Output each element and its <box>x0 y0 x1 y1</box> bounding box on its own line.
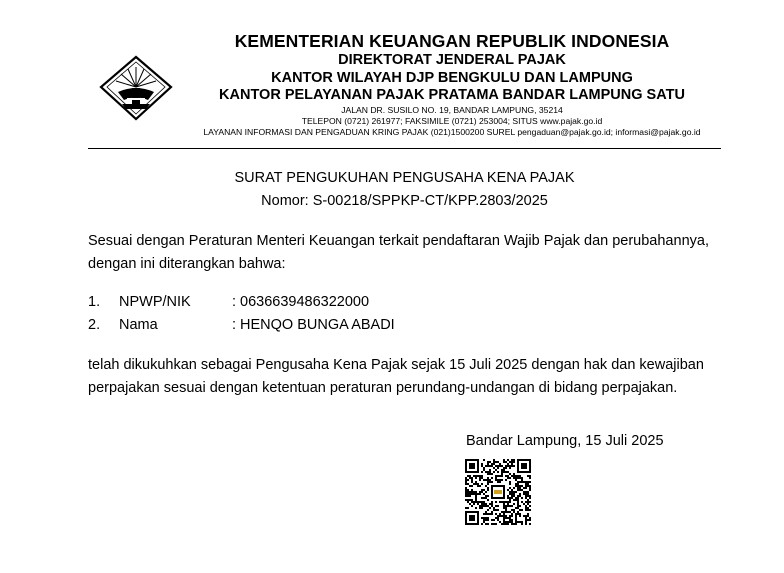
letterhead-service: LAYANAN INFORMASI DAN PENGADUAN KRING PAJAK (021)1500200 SUREL pengaduan@pajak.go.id; informasi@pajak.go.id <box>203 127 701 137</box>
letterhead-divider <box>88 148 721 149</box>
intro-paragraph-line1: Sesuai dengan Peraturan Menteri Keuangan terkait pendaftaran Wajib Pajak dan perubahannya, <box>88 233 709 249</box>
letterhead-contact: TELEPON (0721) 261977; FAKSIMILE (0721) 253004; SITUS www.pajak.go.id <box>301 116 603 126</box>
list-item-number: 2. <box>88 317 101 333</box>
list-item-colon: : <box>232 294 237 310</box>
list-item-number: 1. <box>88 294 101 310</box>
body-paragraph-line1: telah dikukuhkan sebagai Pengusaha Kena Pajak sejak 15 Juli 2025 dengan hak dan kewajiban <box>88 357 704 373</box>
list-item-label: Nama <box>119 317 158 333</box>
place-and-date: Bandar Lampung, 15 Juli 2025 <box>466 433 664 449</box>
letterhead-regional-office: KANTOR WILAYAH DJP BENGKULU DAN LAMPUNG <box>271 70 633 86</box>
list-item-value: 0636639486322000 <box>240 294 370 310</box>
letterhead-ministry: KEMENTERIAN KEUANGAN REPUBLIK INDONESIA <box>234 31 670 51</box>
ministry-emblem-logo <box>98 54 174 122</box>
body-paragraph-line2: perpajakan sesuai dengan ketentuan peraturan perundang-undangan di bidang perpajakan. <box>88 380 678 396</box>
document-number: Nomor: S-00218/SPPKP-CT/KPP.2803/2025 <box>261 193 548 209</box>
list-item-label: NPWP/NIK <box>119 294 191 310</box>
qr-code-icon <box>465 459 531 525</box>
intro-paragraph-line2: dengan ini diterangkan bahwa: <box>88 256 286 272</box>
letterhead-address: JALAN DR. SUSILO NO. 19, BANDAR LAMPUNG, 35214 <box>341 105 563 115</box>
letterhead-directorate: DIREKTORAT JENDERAL PAJAK <box>338 52 566 68</box>
letterhead-tax-office: KANTOR PELAYANAN PAJAK PRATAMA BANDAR LAMPUNG SATU <box>219 87 685 103</box>
list-item-colon: : <box>232 317 237 333</box>
list-item-value: HENQO BUNGA ABADI <box>240 317 395 333</box>
document-title: SURAT PENGUKUHAN PENGUSAHA KENA PAJAK <box>234 170 575 186</box>
